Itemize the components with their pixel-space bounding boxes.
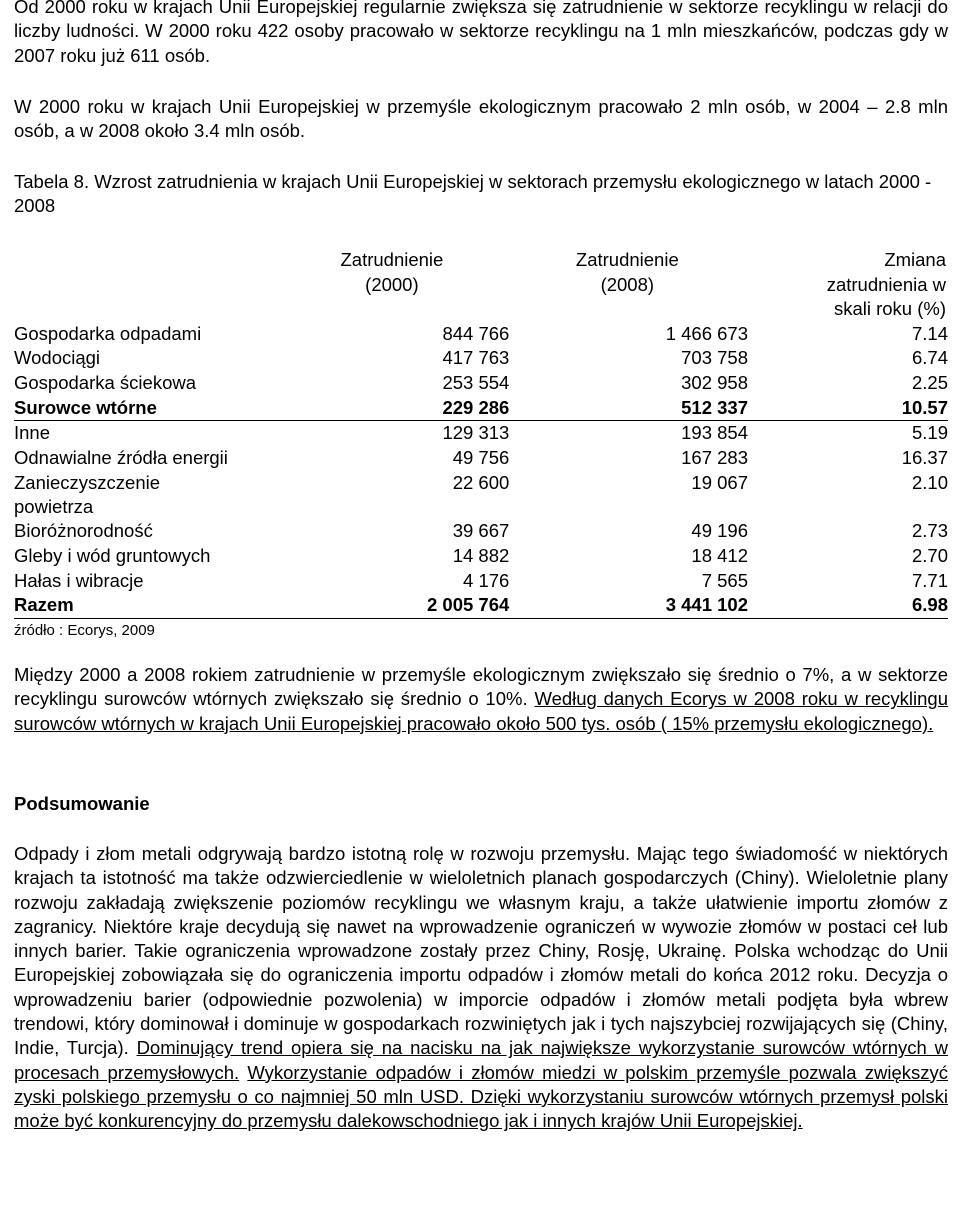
change-cell: 2.25 <box>911 371 948 393</box>
employment-2000-cell: 39 667 <box>452 520 510 542</box>
employment-2008-cell: 18 412 <box>691 544 749 566</box>
section-heading-summary: Podsumowanie <box>14 793 150 814</box>
employment-2000-cell: 129 313 <box>442 422 510 444</box>
change-cell: 6.74 <box>911 347 948 369</box>
table-body <box>14 322 948 619</box>
table-row <box>14 446 948 471</box>
employment-2008-cell: 703 758 <box>681 347 749 369</box>
change-cell: 5.19 <box>911 422 948 444</box>
employment-2008-cell: 19 067 <box>691 471 749 493</box>
employment-table <box>14 248 948 643</box>
employment-2008-cell: 167 283 <box>681 446 749 468</box>
sector-cell: Odnawialne źródła energii <box>14 446 228 468</box>
change-cell: 7.14 <box>911 322 948 344</box>
employment-2000-cell: 49 756 <box>452 446 510 468</box>
employment-2008-cell: 512 337 <box>509 396 748 421</box>
table-row <box>14 322 948 347</box>
summary-underlined-copper: Wykorzystanie odpadów i złomów miedzi w polskim przemyśle pozwala zwiększyć zyski polskiego przemysłu o co najmniej 50 mln USD. Dzięki wykorzystaniu surowców wtórnych przemysł polski może być konkurencyjny do przemysłu dalekowschodniego jak i innych krajów Unii Europejskiej. <box>14 1061 948 1132</box>
summary-text: Odpady i złom metali odgrywają bardzo istotną rolę w rozwoju przemysłu. Mając tego świadomość w niektórych krajach ta istotność ma także odzwierciedlenie w wieloletnich planach gospodarczych (Chiny). Wieloletnie plany rozwoju zakładają zwiększenie poziomów recyklingu we własnym kraju, a także ułatwienie importu złomów z zagranicy. Niektóre kraje decydują się nawet na wprowadzenie ograniczeń w wywozie złomów w postaci ceł lub innych barier. Takie ograniczenia wprowadzone zostały przez Chiny, Rosję, Ukrainę. Polska wchodząc do Unii Europejskiej zobowiązała się do ograniczenia importu odpadów i złomów metali do końca 2012 roku. Decyzja o wprowadzeniu barier (odpowiednie pozwolenia) w imporcie odpadów i złomów metali podjęta była wbrew trendowi, który dominował i dominuje w gospodarkach rozwiniętych jak i tych najszybciej rozwijających się (Chiny, Indie, Turcja). <box>14 843 948 1059</box>
change-cell: 16.37 <box>901 446 948 468</box>
employment-2008-cell: 302 958 <box>681 371 749 393</box>
employment-2000-cell: 4 176 <box>463 569 510 591</box>
change-cell: 7.71 <box>911 569 948 591</box>
employment-2000-cell: 22 600 <box>452 471 510 493</box>
employment-2008-cell: 49 196 <box>691 520 749 542</box>
change-cell: 6.98 <box>748 593 948 618</box>
employment-2000-cell: 229 286 <box>234 396 509 421</box>
ecorys-underlined-text: Według danych Ecorys w 2008 roku w recyklingu surowców wtórnych w krajach Unii Europejskiej pracowało około 500 tys. osób ( 15% przemysłu ekologicznego). <box>14 688 948 734</box>
table-header-row <box>14 248 948 322</box>
employment-2008-cell: 3 441 102 <box>509 593 748 618</box>
table-row <box>14 544 948 569</box>
employment-2000-cell: 2 005 764 <box>234 593 509 618</box>
table-row <box>14 593 948 618</box>
sector-cell: Zanieczyszczenie powietrza <box>14 471 161 517</box>
change-cell: 2.10 <box>911 471 948 493</box>
paragraph-eco-industry-employment: W 2000 roku w krajach Unii Europejskiej w przemyśle ekologicznym pracowało 2 mln osób, w 2004 – 2.8 mln osób, a w 2008 około 3.4 mln osób. <box>14 96 948 142</box>
table-row <box>14 371 948 396</box>
sector-cell: Surowce wtórne <box>14 396 234 421</box>
sector-cell: Gospodarka odpadami <box>14 322 202 344</box>
summary-underlined-trend: Dominujący trend opiera się na nacisku na jak największe wykorzystanie surowców wtórnych w procesach przemysłowych. <box>14 1037 948 1083</box>
employment-2008-cell: 193 854 <box>681 422 749 444</box>
table-header-change: Zmiana zatrudnienia w skali roku (%) <box>826 249 947 319</box>
table-row <box>14 421 948 446</box>
table-source: źródło : Ecorys, 2009 <box>14 621 155 639</box>
table-header-2008: Zatrudnienie (2008) <box>575 249 679 295</box>
paragraph-recycling-employment: Od 2000 roku w krajach Unii Europejskiej regularnie zwiększa się zatrudnienie w sektorze recyklingu w relacji do liczby ludności. W 2000 roku 422 osoby pracowało w sektorze recyklingu na 1 mln mieszkańców, podczas gdy w 2007 roku już 611 osób. <box>14 0 948 66</box>
sector-cell: Gospodarka ściekowa <box>14 371 197 393</box>
employment-2008-cell: 7 565 <box>701 569 749 591</box>
employment-2000-cell: 844 766 <box>442 322 510 344</box>
paragraph-growth-summary <box>14 663 948 736</box>
change-cell: 10.57 <box>748 396 948 421</box>
sector-cell: Razem <box>14 593 234 618</box>
sector-cell: Wodociągi <box>14 347 101 369</box>
sector-cell: Bioróżnorodność <box>14 520 153 542</box>
table-row <box>14 519 948 544</box>
employment-2000-cell: 14 882 <box>452 544 510 566</box>
table-row <box>14 569 948 594</box>
change-cell: 2.70 <box>911 544 948 566</box>
sector-cell: Hałas i wibracje <box>14 569 144 591</box>
paragraph-summary <box>14 842 948 1134</box>
sector-cell: Gleby i wód gruntowych <box>14 544 211 566</box>
table-row <box>14 346 948 371</box>
sector-cell: Inne <box>14 422 51 444</box>
table-header-sector <box>14 248 234 322</box>
change-cell: 2.73 <box>911 520 948 542</box>
employment-2000-cell: 417 763 <box>442 347 510 369</box>
employment-2000-cell: 253 554 <box>442 371 510 393</box>
table-row <box>14 471 948 520</box>
employment-2008-cell: 1 466 673 <box>665 322 749 344</box>
table-row <box>14 396 948 421</box>
table-header-2000: Zatrudnienie (2000) <box>340 249 444 295</box>
growth-text: Między 2000 a 2008 rokiem zatrudnienie w przemyśle ekologicznym zwiększało się średnio o 7%, a w sektorze recyklingu surowców wtórnych zwiększało się średnio o 10%. <box>14 664 948 710</box>
table-caption: Tabela 8. Wzrost zatrudnienia w krajach Unii Europejskiej w sektorach przemysłu ekologicznego w latach 2000 - 2008 <box>14 171 932 217</box>
